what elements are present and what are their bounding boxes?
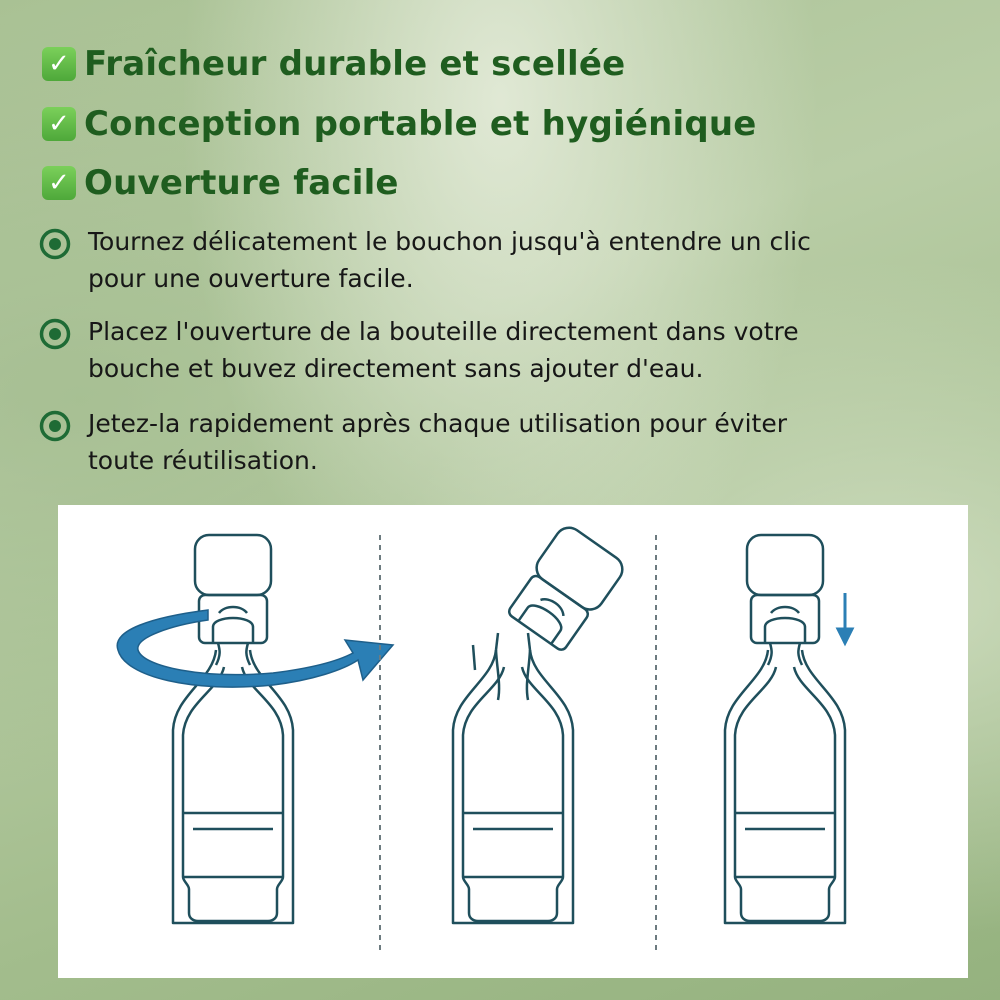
feature-label: Fraîcheur durable et scellée — [84, 44, 626, 84]
check-icon: ✓ — [42, 107, 76, 141]
twist-cap-illustration — [117, 535, 393, 923]
step-item — [38, 313, 848, 387]
target-icon — [38, 409, 72, 443]
check-icon: ✓ — [42, 166, 76, 200]
step-item — [38, 223, 848, 297]
step-text: Placez l'ouverture de la bouteille directement dans votre bouche et buvez directement sans ajouter d'eau. — [88, 317, 799, 383]
feature-label: Ouverture facile — [84, 163, 399, 203]
down-arrow-icon — [838, 593, 852, 643]
illustration-canvas — [58, 505, 968, 978]
feature-label: Conception portable et hygiénique — [84, 104, 757, 144]
target-icon — [38, 317, 72, 351]
rotate-arrow-icon — [117, 610, 393, 687]
step-text: Tournez délicatement le bouchon jusqu'à entendre un clic pour une ouverture facile. — [88, 227, 811, 293]
target-icon — [38, 227, 72, 261]
open-bottle-illustration — [453, 522, 628, 923]
instruction-illustration — [58, 505, 968, 978]
feature-item — [42, 44, 625, 84]
feature-item — [42, 104, 757, 144]
step-item — [38, 405, 848, 479]
cap-down-illustration — [725, 535, 852, 923]
feature-item — [42, 163, 399, 203]
step-text: Jetez-la rapidement après chaque utilisation pour éviter toute réutilisation. — [88, 409, 787, 475]
check-icon: ✓ — [42, 47, 76, 81]
